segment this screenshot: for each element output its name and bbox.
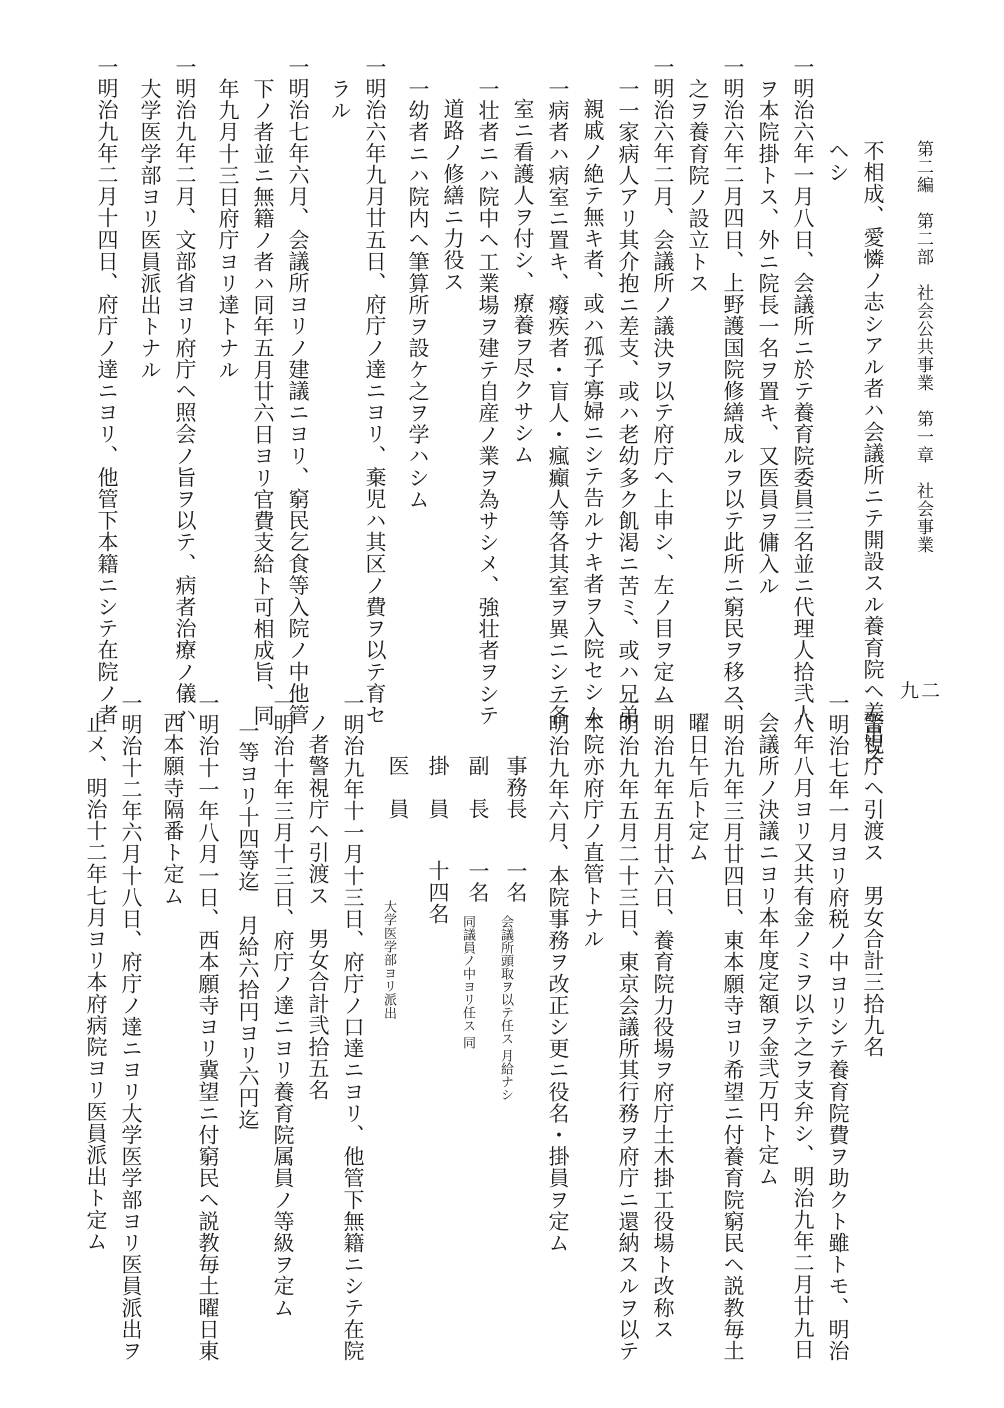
role-fukucho-note <box>459 915 474 1049</box>
upper-line-22: 一明治九年二月十四日、府庁ノ達ニヨリ、他管下本籍ニシテ在院ノ者 <box>95 56 119 726</box>
role-fukucho-note1: 同議員ノ中ヨリ任ス <box>459 915 475 1032</box>
lower-line-12: ノ者警視庁ヘ引渡ス 男女合計弐拾五名 <box>306 712 330 1101</box>
lower-line-3: 八年八月ヨリ又共有金ノミヲ以テ之ヲ支弁シ、明治九年二月廿九日 <box>791 712 815 1360</box>
lower-line-4: 会議所ノ決議ニヨリ本年度定額ヲ金弐万円ト定ム <box>756 712 780 1188</box>
role-fukucho-note2: 同 <box>459 1036 475 1050</box>
lower-line-14: 一等ヨリ十四等迄 月給六拾円ヨリ六円迄 <box>236 720 260 1131</box>
role-jimucho-count: 一名 <box>504 860 528 904</box>
role-jimucho-note <box>497 915 512 1101</box>
upper-line-12: 一壮者ニハ院中ヘ工業場ヲ建テ自産ノ業ヲ為サシメ、強壮者ヲシテ <box>476 78 500 726</box>
upper-line-8: 一一家病人アリ其介抱ニ差支、或ハ老幼多ク飢渇ニ苦ミ、或ハ兄弟 <box>616 78 640 726</box>
lower-line-15: 一明治十一年八月一日、西本願寺ヨリ冀望ニ付窮民ヘ説教毎土曜日東 <box>196 692 220 1362</box>
upper-line-1: 不相成、愛憐ノ志シアル者ハ会議所ニテ開設スル養育院ヘ差出ス <box>861 140 885 767</box>
lower-line-17: 一明治十二年六月十八日、府庁ノ達ニヨリ大学医学部ヨリ医員派出ヲ <box>119 692 143 1362</box>
lower-line-16: 西本願寺隔番ト定ム <box>161 712 185 907</box>
lower-line-9: 本院亦府庁ノ直管トナル <box>581 712 605 950</box>
lower-line-7: 一明治九年五月廿六日、養育院力役場ヲ府庁土木掛工役場ト改称ス <box>651 692 675 1340</box>
upper-line-4: ヲ本院掛トス、外ニ院長一名ヲ置キ、又医員ヲ傭入ル <box>756 78 780 597</box>
upper-line-15: 一明治六年九月廿五日、府庁ノ達ニヨリ、棄児ハ其区ノ費ヲ以テ育セ <box>363 56 387 726</box>
upper-line-18: 下ノ者並ニ無籍ノ者ハ同年五月廿六日ヨリ官費支給ト可相成旨、同 <box>251 78 275 726</box>
lower-line-11: 一明治九年十一月十三日、府庁ノ口達ニヨリ、他管下無籍ニシテ在院 <box>341 692 365 1362</box>
lower-line-1: 警視庁ヘ引渡ス 男女合計三拾九名 <box>861 712 885 1058</box>
lower-line-13: 一明治十年三月十三日、府庁ノ達ニヨリ養育院属員ノ等級ヲ定ム <box>271 692 295 1319</box>
upper-line-20: 一明治九年二月、文部省ヨリ府庁ヘ照会ノ旨ヲ以テ、病者治療ノ儀ハ <box>173 56 197 726</box>
role-fukucho-count: 一名 <box>466 860 490 904</box>
upper-line-13: 道路ノ修繕ニ力役ス <box>441 98 465 293</box>
upper-line-14: 一幼者ニハ院内ヘ筆算所ヲ設ケ之ヲ学ハシム <box>406 78 430 510</box>
role-jimucho-note2: 月給ナシ <box>497 1049 513 1102</box>
upper-line-11: 室ニ看護人ヲ付シ、療養ヲ尽クサシム <box>511 98 535 466</box>
role-iin-note: 大学医学部ヨリ派出 <box>380 900 396 1020</box>
upper-line-5: 一明治六年二月四日、上野護国院修繕成ルヲ以テ此所ニ窮民ヲ移ス、 <box>721 56 745 726</box>
lower-line-5: 一明治九年三月廿四日、東本願寺ヨリ希望ニ付養育院窮民ヘ説教毎土 <box>721 692 745 1362</box>
role-kakariin-title: 掛 員 <box>426 755 450 820</box>
upper-line-3: 一明治六年一月八日、会議所ニ於テ養育院委員三名並ニ代理人拾弐人 <box>791 56 815 726</box>
upper-line-7: 一明治六年二月、会議所ノ議決ヲ以テ府庁ヘ上申シ、左ノ目ヲ定ム <box>651 56 675 704</box>
role-jimucho-note1: 会議所頭取ヲ以テ任ス <box>497 915 513 1045</box>
upper-line-21: 大学医学部ヨリ医員派出トナル <box>138 78 162 381</box>
role-kakariin-count: 十四名 <box>426 860 450 925</box>
role-iin-title: 医 員 <box>386 755 410 820</box>
upper-line-16: ラル <box>328 78 352 122</box>
upper-line-9: 親戚ノ絶テ無キ者、或ハ孤子寡婦ニシテ告ルナキ者ヲ入院セシム <box>581 98 605 725</box>
lower-line-10: 一明治九年六月、本院事務ヲ改正シ更ニ役名・掛員ヲ定ム <box>546 692 570 1254</box>
upper-line-17: 一明治七年六月、会議所ヨリノ建議ニヨリ、窮民乞食等入院ノ中他管 <box>286 56 310 726</box>
lower-line-18: 止メ、明治十二年七月ヨリ本府病院ヨリ医員派出ト定ム <box>84 712 108 1252</box>
upper-line-10: 一病者ハ病室ニ置キ、癈疾者・盲人・瘋癲人等各其室ヲ異ニシテ各 <box>546 78 570 726</box>
lower-line-8: 一明治九年五月二十三日、東京会議所其行務ヲ府庁ニ還納スルヲ以テ <box>616 692 640 1362</box>
role-fukucho-title: 副 長 <box>466 755 490 820</box>
role-jimucho-title: 事務長 <box>504 755 528 820</box>
upper-line-19: 年九月十三日府庁ヨリ達トナル <box>216 78 240 381</box>
upper-line-2: ヘシ <box>826 140 850 184</box>
lower-line-6: 曜日午后ト定ム <box>686 712 710 864</box>
upper-line-6: 之ヲ養育院ノ設立トス <box>686 78 710 294</box>
page-number: 九二 <box>900 680 943 702</box>
running-title: 第二編 第二部 社会公共事業 第一章 社会事業 <box>913 140 933 554</box>
lower-line-2: 一明治七年一月ヨリ府税ノ中ヨリシテ養育院費ヲ助クト雖トモ、明治 <box>826 692 850 1362</box>
